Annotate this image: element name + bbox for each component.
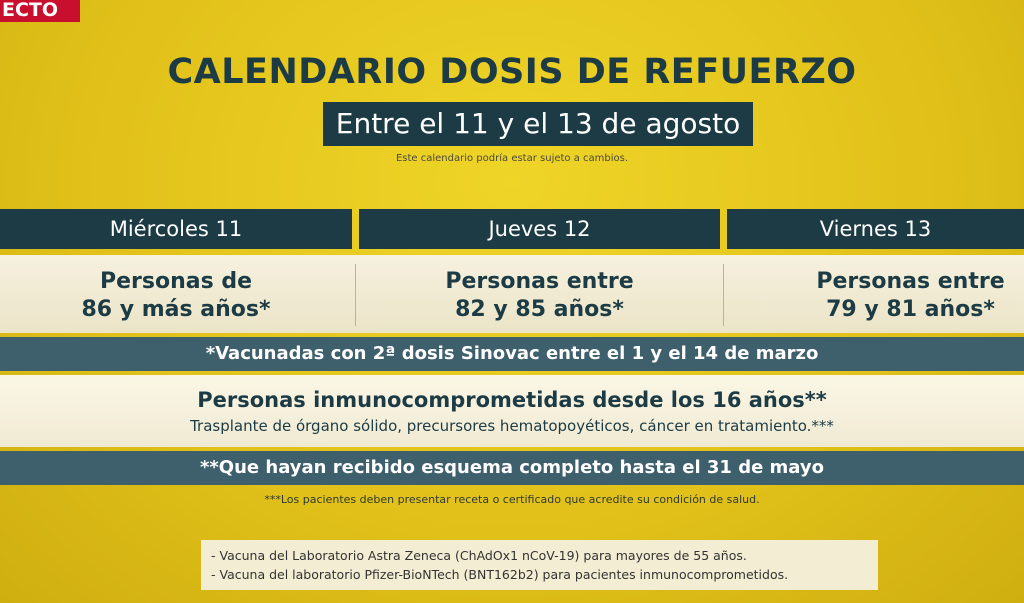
column-divider: [723, 264, 724, 326]
schedule-note: **Que hayan recibido esquema completo hasta el 31 de mayo: [0, 451, 1024, 485]
column-divider: [355, 264, 356, 326]
disclaimer-text: Este calendario podría estar sujeto a cambios.: [395, 153, 629, 164]
age-group-range: 79 y 81 años*: [826, 297, 995, 322]
vaccine-list: [201, 540, 878, 590]
sinovac-note: *Vacunadas con 2ª dosis Sinovac entre el 1 y el 14 de marzo: [0, 337, 1024, 371]
prescription-footnote: ***Los pacientes deben presentar receta o certificado que acredite su condición de salud.: [264, 493, 760, 506]
age-group-line: Personas entre: [445, 269, 634, 294]
day-header-friday: Viernes 13: [727, 209, 1024, 249]
immunocompromised-detail: Trasplante de órgano sólido, precursores hematopoyéticos, cáncer en tratamiento.***: [190, 417, 834, 435]
age-group-wednesday: [0, 268, 352, 324]
age-group-thursday: [359, 268, 720, 324]
day-header-wednesday: Miércoles 11: [0, 209, 352, 249]
age-group-friday: [727, 268, 1024, 324]
age-group-line: Personas entre: [816, 269, 1005, 294]
page-title: CALENDARIO DOSIS DE REFUERZO: [167, 52, 857, 92]
live-broadcast-tag: ECTO: [0, 0, 80, 22]
age-group-line: Personas de: [99, 269, 253, 294]
age-group-range: 82 y 85 años*: [455, 297, 624, 322]
day-header-thursday: Jueves 12: [359, 209, 720, 249]
age-group-range: 86 y más años*: [81, 297, 271, 322]
vaccine-item-pfizer: - Vacuna del laboratorio Pfizer-BioNTech (BNT162b2) para pacientes inmunocomprometidos.: [211, 567, 789, 582]
vaccine-item-astrazeneca: - Vacuna del Laboratorio Astra Zeneca (ChAdOx1 nCoV-19) para mayores de 55 años.: [211, 548, 747, 563]
date-range-subtitle: Entre el 11 y el 13 de agosto: [323, 102, 753, 146]
immunocompromised-title: Personas inmunocomprometidas desde los 16 años**: [197, 388, 827, 412]
